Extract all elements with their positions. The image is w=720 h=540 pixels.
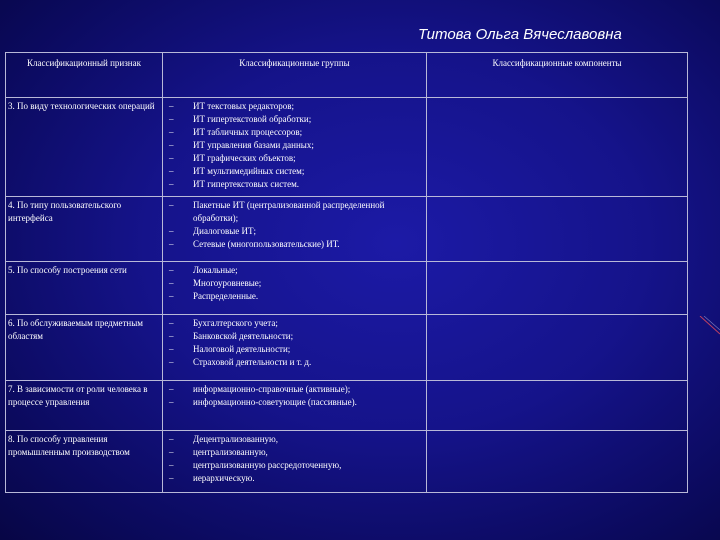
group-text: ИТ графических объектов;: [193, 153, 296, 163]
group-text: централизованную рассредоточенную,: [193, 460, 342, 470]
criterion-cell: 4. По типу пользовательского интерфейса: [6, 197, 163, 262]
group-item: [165, 225, 424, 238]
dash-bullet: –: [169, 318, 174, 328]
dash-bullet: –: [169, 291, 174, 301]
group-item: [165, 396, 424, 409]
group-item: [165, 459, 424, 472]
group-text: Страховой деятельности и т. д.: [193, 357, 312, 367]
components-cell: [427, 381, 688, 431]
group-item: [165, 152, 424, 165]
dash-bullet: –: [169, 460, 174, 470]
components-cell: [427, 98, 688, 197]
group-item: [165, 317, 424, 330]
header-criterion: Классификационный признак: [6, 53, 163, 98]
group-item: [165, 165, 424, 178]
dash-bullet: –: [169, 278, 174, 288]
dash-bullet: –: [169, 447, 174, 457]
table-row: [6, 98, 688, 197]
group-text: ИТ гипертекстовых систем.: [193, 179, 300, 189]
groups-cell: [163, 381, 427, 431]
dash-bullet: –: [169, 140, 174, 150]
classification-table: [5, 52, 688, 493]
group-text: информационно-советующие (пассивные).: [193, 397, 357, 407]
group-item: [165, 126, 424, 139]
dash-bullet: –: [169, 473, 174, 483]
group-text: ИТ табличных процессоров;: [193, 127, 303, 137]
group-item: [165, 199, 424, 225]
group-text: Распределенные.: [193, 291, 259, 301]
group-text: Пакетные ИТ (централизованной распределенной обработки);: [193, 200, 385, 223]
dash-bullet: –: [169, 344, 174, 354]
group-text: Банковской деятельности;: [193, 331, 294, 341]
group-text: ИТ мультимедийных систем;: [193, 166, 305, 176]
components-cell: [427, 197, 688, 262]
group-text: централизованную,: [193, 447, 268, 457]
group-item: [165, 277, 424, 290]
group-item: [165, 383, 424, 396]
group-item: [165, 472, 424, 485]
group-text: ИТ текстовых редакторов;: [193, 101, 294, 111]
groups-cell: [163, 197, 427, 262]
group-item: [165, 178, 424, 191]
dash-bullet: –: [169, 166, 174, 176]
header-groups: Классификационные группы: [163, 53, 427, 98]
group-text: Децентрализованную,: [193, 434, 279, 444]
groups-cell: [163, 315, 427, 381]
table-row: [6, 262, 688, 315]
groups-cell: [163, 98, 427, 197]
groups-cell: [163, 431, 427, 493]
group-text: ИТ управления базами данных;: [193, 140, 314, 150]
dash-bullet: –: [169, 265, 174, 275]
group-item: [165, 343, 424, 356]
group-text: Налоговой деятельности;: [193, 344, 291, 354]
dash-bullet: –: [169, 200, 174, 210]
table-row: [6, 315, 688, 381]
criterion-cell: 7. В зависимости от роли человека в процессе управления: [6, 381, 163, 431]
group-text: Диалоговые ИТ;: [193, 226, 257, 236]
dash-bullet: –: [169, 153, 174, 163]
dash-bullet: –: [169, 179, 174, 189]
group-item: [165, 356, 424, 369]
group-item: [165, 113, 424, 126]
criterion-cell: 3. По виду технологических операций: [6, 98, 163, 197]
components-cell: [427, 431, 688, 493]
dash-bullet: –: [169, 226, 174, 236]
group-text: Бухгалтерского учета;: [193, 318, 278, 328]
group-text: иерархическую.: [193, 473, 255, 483]
table-header-row: [6, 53, 688, 98]
table-row: [6, 197, 688, 262]
group-item: [165, 100, 424, 113]
dash-bullet: –: [169, 331, 174, 341]
group-text: Локальные;: [193, 265, 238, 275]
dash-bullet: –: [169, 357, 174, 367]
group-text: Сетевые (многопользовательские) ИТ.: [193, 239, 340, 249]
components-cell: [427, 262, 688, 315]
table-row: [6, 431, 688, 493]
components-cell: [427, 315, 688, 381]
group-item: [165, 290, 424, 303]
group-item: [165, 446, 424, 459]
criterion-cell: 5. По способу построения сети: [6, 262, 163, 315]
group-item: [165, 238, 424, 251]
decorative-lines: [698, 316, 720, 338]
header-components: Классификационные компоненты: [427, 53, 688, 98]
group-item: [165, 139, 424, 152]
author-name: Титова Ольга Вячеславовна: [418, 26, 622, 43]
group-text: ИТ гипертекстовой обработки;: [193, 114, 312, 124]
dash-bullet: –: [169, 114, 174, 124]
dash-bullet: –: [169, 127, 174, 137]
group-item: [165, 433, 424, 446]
dash-bullet: –: [169, 239, 174, 249]
group-text: Многоуровневые;: [193, 278, 262, 288]
group-text: информационно-справочные (активные);: [193, 384, 351, 394]
criterion-cell: 6. По обслуживаемым предметным областям: [6, 315, 163, 381]
group-item: [165, 264, 424, 277]
table-row: [6, 381, 688, 431]
dash-bullet: –: [169, 101, 174, 111]
criterion-cell: 8. По способу управления промышленным производством: [6, 431, 163, 493]
dash-bullet: –: [169, 397, 174, 407]
dash-bullet: –: [169, 434, 174, 444]
groups-cell: [163, 262, 427, 315]
group-item: [165, 330, 424, 343]
dash-bullet: –: [169, 384, 174, 394]
